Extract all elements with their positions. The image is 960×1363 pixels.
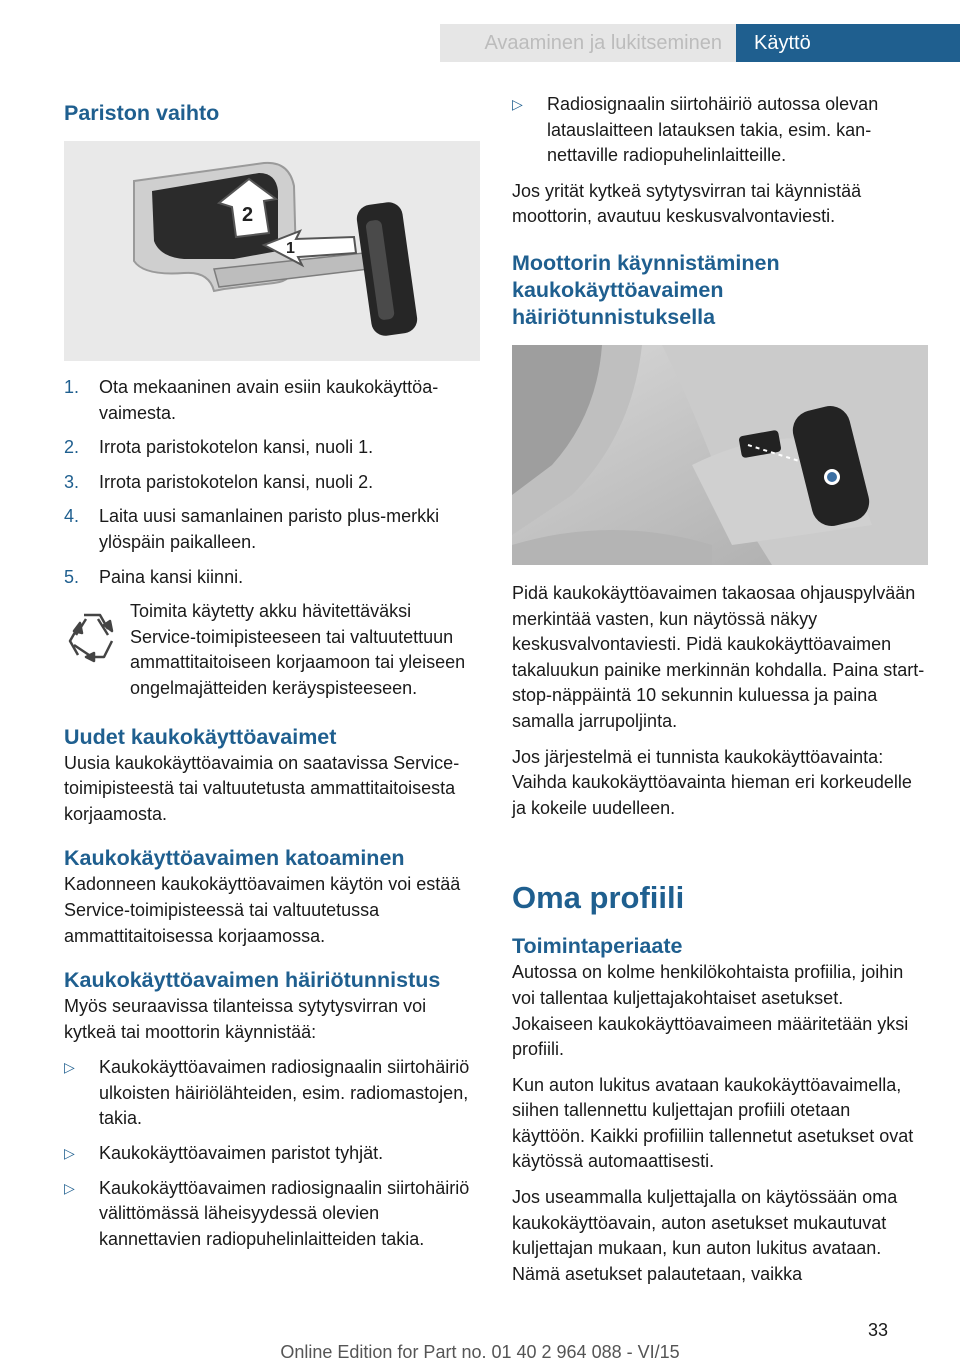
heading-own-profile: Oma profiili [512,880,685,916]
bullet-icon: ▷ [64,1145,75,1162]
list-item: ▷ Kaukokäyttöavaimen paristot tyhjät. [64,1141,480,1167]
heading-lost-key: Kaukokäyttöavaimen katoaminen [64,846,405,871]
list-item: ▷ Kaukokäyttöavaimen radiosignaalin siirtohäiriö välittömässä läheisyydessä olevien kannettavien radiopuhelinlaitteiden takia. [64,1177,470,1249]
bullet-icon: ▷ [64,1179,75,1196]
para-interference: Myös seuraavissa tilanteissa sytytysvirran voi kytkeä tai moottorin käynnistää: [64,996,427,1042]
heading-battery-change: Pariston vaihto [64,101,220,125]
para-profiles: Autossa on kolme henkilökohtaista profiilia, joihin voi tallentaa kuljettajakohtaiset asetukset. Jokaiseen kaukokäyttöavaimeen määritetään yksi profiili. [512,962,909,1060]
heading-principle: Toimintaperiaate [512,934,683,959]
para-lost-key: Kadonneen kaukokäyttöavaimen käytön voi estää Service-toimipisteessä tai valtuutetussa ammattitaitoisessa korjaamossa. [64,874,461,946]
key-battery-figure [64,141,480,361]
steering-column-figure [512,345,928,565]
right-column [512,92,928,1297]
arrow-2-label: 2 [242,204,254,226]
chapter-tab: Käyttö [736,24,960,62]
steps-list [64,375,480,590]
recycle-note [64,599,480,701]
recycle-text: Toimita käytetty akku hävitettäväksi Service-toimipisteeseen tai valtuutettuun ammattitaitoiseen korjaamoon tai yleiseen ongelmajätteiden keräyspisteeseen. [130,601,466,698]
heading-engine-start: Moottorin käynnistäminen kaukokäyttöavaimen häiriötunnistuksella [512,250,780,329]
heading-new-keys: Uudet kaukokäyttöavaimet [64,724,337,749]
steering-column-illustration [512,345,928,565]
step-item: 4. Laita uusi samanlainen paristo plus-merkki ylöspäin paikalleen. [64,506,440,552]
recycle-icon [64,605,120,677]
para-unlock-profile: Kun auton lukitus avataan kaukokäyttöavaimella, siihen tallennettu kuljettajan profiili otetaan käyttöön. Kaikki profiiliin tallennetut asetukset ovat käytössä automaattisesti. [512,1074,914,1172]
list-item: ▷ Radiosignaalin siirtohäiriö autossa olevan latauslaitteen latauksen takia, esim. kannettaville radiopuhelinlaitteille. [512,94,879,166]
step-item: 5. Paina kansi kiinni. [64,566,244,587]
left-column [64,92,480,1262]
para-not-recognized: Jos järjestelmä ei tunnista kaukokäyttöavainta: Vaihda kaukokäyttöavainta hieman eri korkeudelle ja kokeile uudelleen. [512,746,912,818]
para-new-keys: Uusia kaukokäyttöavaimia on saatavissa Service-toimipisteestä tai valtuutetusta ammattitaitoisesta korjaamosta. [64,752,460,824]
step-item: 2. Irrota paristokotelon kansi, nuoli 1. [64,437,374,458]
list-item: ▷ Kaukokäyttöavaimen radiosignaalin siirtohäiriö ulkoisten häiriölähteiden, esim. radiomastojen, takia. [64,1057,470,1129]
para-multiple-drivers: Jos useammalla kuljettajalla on käytössään oma kaukokäyttöavain, auton asetukset mukautuvat kuljettajan mukaan, kun auton lukitus avataan. Nämä asetukset palautetaan, vaikka [512,1187,898,1284]
page-number: 33 [867,1320,888,1340]
interference-list [64,1055,480,1252]
para-central-message: Jos yrität kytkeä sytytysvirran tai käynnistää moottorin, avautuu keskusvalvontaviesti. [512,180,862,227]
step-item: 1. Ota mekaaninen avain esiin kaukokäyttöavaimesta. [64,377,439,423]
arrow-1-label: 1 [286,240,295,257]
edition-text: Online Edition for Part no. 01 40 2 964 088 - VI/15 [280,1342,680,1362]
heading-interference: Kaukokäyttöavaimen häiriötunnistus [64,968,441,993]
interference-list-continued [512,92,928,169]
step-item: 3. Irrota paristokotelon kansi, nuoli 2. [64,471,374,492]
para-hold-key: Pidä kaukokäyttöavaimen takaosaa ohjauspylvään merkintää vasten, kun näytössä näkyy keskusvalvontaviesti. Pidä kaukokäyttöavaimen takaluukun painike merkinnän kohdalla. Paina start-stop-näppäintä 10 sekunnin kuluessa ja paina samalla jarrupoljinta. [512,582,925,731]
bullet-icon: ▷ [64,1059,75,1076]
bullet-icon: ▷ [512,96,523,112]
key-illustration [64,141,480,361]
page-header [0,24,960,62]
section-title: Avaaminen ja lukitseminen [440,24,736,62]
